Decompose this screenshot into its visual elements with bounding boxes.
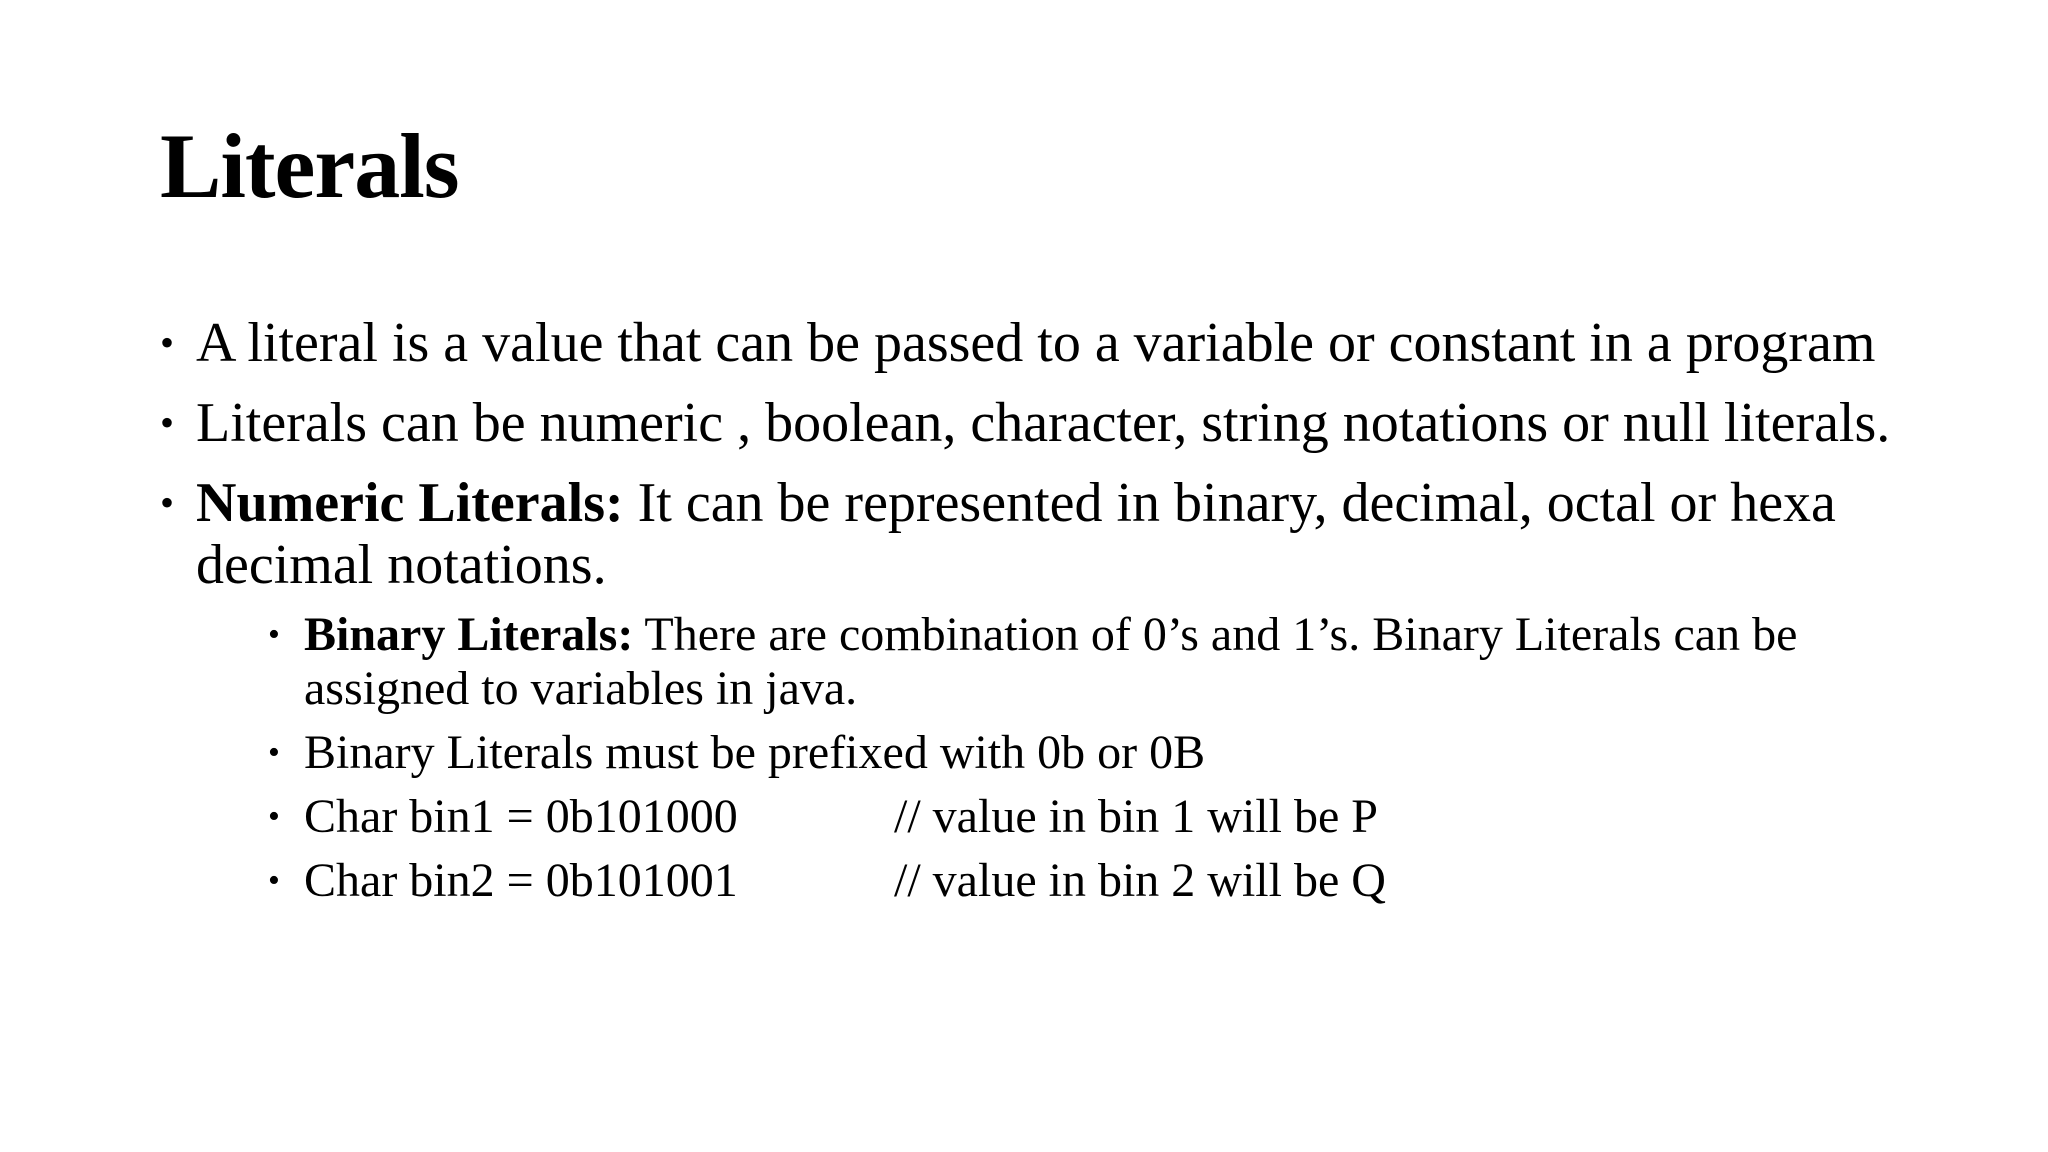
- bullet-text: It can be represented in binary, decimal, octal or hexa decimal notations.: [196, 472, 1836, 596]
- bullet-item-numeric-literals: [160, 472, 1920, 908]
- sub-bullet-list: [196, 608, 1920, 908]
- bullet-dot-icon: •: [160, 320, 175, 365]
- sub-bullet-item-example-bin2: [268, 854, 1920, 908]
- sub-bullet-text: Binary Literals must be prefixed with 0b or 0B: [304, 726, 1206, 779]
- sub-bullet-item-binary-prefix: [268, 726, 1920, 780]
- bullet-item-literal-types: [160, 392, 1920, 454]
- sub-bullet-dot-icon: •: [268, 862, 280, 899]
- bullet-list: [160, 312, 1920, 926]
- sub-bullet-bold-label: Binary Literals:: [304, 608, 634, 661]
- code-statement: Char bin2 = 0b101001: [304, 854, 738, 907]
- code-comment: // value in bin 2 will be Q: [894, 854, 1386, 907]
- bullet-text: A literal is a value that can be passed to a variable or constant in a program: [196, 312, 1876, 374]
- bullet-bold-label: Numeric Literals:: [196, 472, 624, 534]
- sub-bullet-item-example-bin1: [268, 790, 1920, 844]
- sub-bullet-text: There are combination of 0’s and 1’s. Binary Literals can be assigned to variables in java.: [304, 608, 1798, 715]
- code-statement: Char bin1 = 0b101000: [304, 790, 738, 843]
- sub-bullet-dot-icon: •: [268, 798, 280, 835]
- sub-bullet-item-binary-literals: [268, 608, 1920, 716]
- bullet-text: Literals can be numeric , boolean, character, string notations or null literals.: [196, 392, 1891, 454]
- bullet-dot-icon: •: [160, 400, 175, 445]
- slide-title: Literals: [160, 115, 459, 217]
- sub-bullet-dot-icon: •: [268, 734, 280, 771]
- bullet-dot-icon: •: [160, 480, 175, 525]
- sub-bullet-dot-icon: •: [268, 616, 280, 653]
- code-comment: // value in bin 1 will be P: [894, 790, 1378, 843]
- bullet-item-literal-definition: [160, 312, 1920, 374]
